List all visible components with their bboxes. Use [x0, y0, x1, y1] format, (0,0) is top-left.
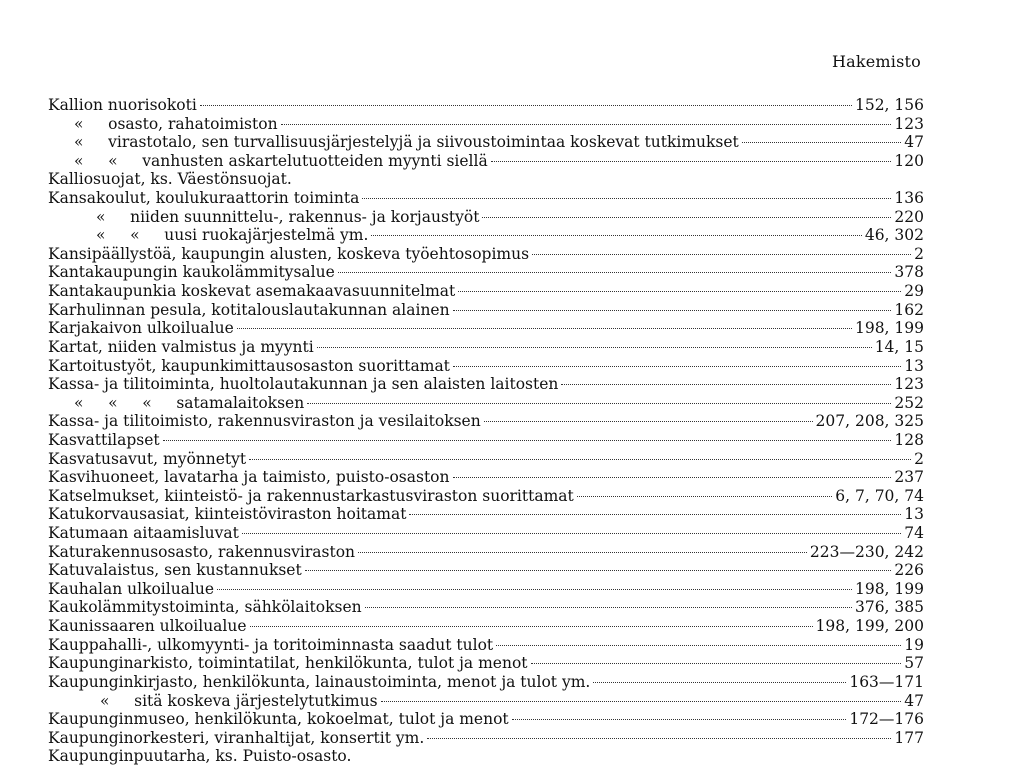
dot-leader [358, 552, 807, 553]
dot-leader [482, 217, 891, 218]
dot-leader [307, 403, 891, 404]
index-entry [48, 338, 924, 357]
index-entry [48, 524, 924, 543]
index-entry [48, 729, 924, 748]
dot-leader [365, 607, 852, 608]
dot-leader [593, 682, 846, 683]
index-entry-pages: 2 [914, 449, 924, 468]
dot-leader [317, 347, 872, 348]
index-entry [48, 487, 924, 506]
index-entry-text: Katuvalaistus, sen kustannukset [48, 561, 302, 580]
dot-leader [217, 589, 852, 590]
index-entry-text: Kasvihuoneet, lavatarha ja taimisto, puisto-osaston [48, 468, 450, 487]
dot-leader [409, 514, 901, 515]
index-entry [48, 468, 924, 487]
index-entry-text: Kassa- ja tilitoiminta, huoltolautakunnan ja sen alaisten laitosten [48, 375, 559, 394]
index-entry-pages: 29 [904, 282, 924, 301]
index-entry [48, 170, 924, 189]
index-entry [48, 319, 924, 338]
index-entry [48, 673, 924, 692]
index-entry-pages: 198, 199 [854, 319, 924, 338]
dot-leader [453, 310, 892, 311]
index-entry-text: « « « satamalaitoksen [74, 393, 305, 412]
dot-leader [512, 719, 847, 720]
index-entry [48, 505, 924, 524]
index-entry-pages: 13 [904, 505, 924, 524]
index-entry-text: Katurakennusosasto, rakennusviraston [48, 542, 356, 561]
index-entry [48, 96, 924, 115]
index-entry-text: « sitä koskeva järjestelytutkimus [100, 691, 378, 710]
dot-leader [531, 663, 902, 664]
dot-leader [742, 142, 901, 143]
index-entry-text: Kasvattilapset [48, 430, 160, 449]
index-entry-text: « niiden suunnittelu-, rakennus- ja korjaustyöt [96, 207, 480, 226]
index-entry-pages: 163—171 [849, 672, 924, 691]
index-entry [48, 580, 924, 599]
dot-leader [532, 254, 911, 255]
index-entry [48, 617, 924, 636]
index-entry [48, 636, 924, 655]
index-entry-pages: 123 [894, 375, 924, 394]
index-entry [48, 152, 924, 171]
index-entry-text: Kaukolämmitystoiminta, sähkölaitoksen [48, 598, 362, 617]
dot-leader [453, 477, 892, 478]
index-entry-pages: 13 [904, 356, 924, 375]
index-entry [48, 450, 924, 469]
index-entry [48, 692, 924, 711]
dot-leader [281, 124, 892, 125]
index-entry [48, 431, 924, 450]
index-entry [48, 357, 924, 376]
index-entry-pages: 198, 199, 200 [815, 617, 924, 636]
index-entry-text: Kaunissaaren ulkoilualue [48, 617, 247, 636]
index-entry-pages: 223—230, 242 [809, 542, 924, 561]
index-entry-pages: 172—176 [849, 710, 924, 729]
index-entry-text: Kaupunginmuseo, henkilökunta, kokoelmat, tulot ja menot [48, 710, 509, 729]
index-entry-text: « « vanhusten askartelutuotteiden myynti siellä [74, 151, 488, 170]
dot-leader [458, 291, 901, 292]
dot-leader [338, 272, 892, 273]
index-entry-pages: 226 [894, 561, 924, 580]
index-entry-pages: 57 [904, 654, 924, 673]
dot-leader [249, 459, 911, 460]
dot-leader [163, 440, 892, 441]
index-entry [48, 710, 924, 729]
index-entry-pages: 220 [894, 207, 924, 226]
index-entry-pages: 162 [894, 300, 924, 319]
dot-leader [362, 198, 891, 199]
index-entry-text: Kansipäällystöä, kaupungin alusten, koskeva työehtosopimus [48, 244, 530, 263]
index-entry-pages: 177 [894, 728, 924, 747]
index-list [48, 96, 924, 766]
index-entry-text: Kassa- ja tilitoimisto, rakennusviraston ja vesilaitoksen [48, 412, 481, 431]
index-entry-text: « osasto, rahatoimiston [74, 114, 278, 133]
index-entry-pages: 152, 156 [854, 96, 924, 114]
index-entry-pages: 252 [894, 393, 924, 412]
index-entry-pages: 46, 302 [864, 226, 924, 245]
index-entry-text: Kantakaupungin kaukolämmitysalue [48, 263, 335, 282]
index-entry-text: Kantakaupunkia koskevat asemakaavasuunnitelmat [48, 282, 456, 301]
index-entry [48, 561, 924, 580]
index-entry-pages: 378 [894, 263, 924, 282]
dot-leader [371, 235, 861, 236]
index-entry-text: « virastotalo, sen turvallisuusjärjestelyjä ja siivoustoimintaa koskevat tutkimukset [74, 133, 739, 152]
dot-leader [381, 701, 902, 702]
dot-leader [491, 161, 892, 162]
index-entry [48, 133, 924, 152]
index-entry-text: Kaupunginarkisto, toimintatilat, henkilökunta, tulot ja menot [48, 654, 528, 673]
index-entry [48, 115, 924, 134]
index-entry-text: Katselmukset, kiinteistö- ja rakennustarkastusviraston suorittamat [48, 486, 574, 505]
dot-leader [242, 533, 901, 534]
index-entry [48, 394, 924, 413]
index-entry-pages: 237 [894, 468, 924, 487]
index-entry [48, 263, 924, 282]
index-entry-pages: 207, 208, 325 [815, 412, 924, 431]
index-entry-pages: 120 [894, 151, 924, 170]
dot-leader [200, 105, 852, 106]
index-entry [48, 543, 924, 562]
index-entry-text: Kallion nuorisokoti [48, 96, 197, 114]
index-entry [48, 301, 924, 320]
index-entry-pages: 6, 7, 70, 74 [835, 486, 924, 505]
index-entry [48, 412, 924, 431]
index-entry [48, 598, 924, 617]
index-entry-pages: 14, 15 [874, 337, 924, 356]
index-entry [48, 189, 924, 208]
index-entry-text: Kaupunginpuutarha, ks. Puisto-osasto. [48, 747, 352, 766]
index-entry-text: Karhulinnan pesula, kotitalouslautakunnan alainen [48, 300, 450, 319]
index-entry-text: Kauhalan ulkoilualue [48, 579, 215, 598]
index-entry-pages: 128 [894, 430, 924, 449]
index-entry-text: Kartoitustyöt, kaupunkimittausosaston suorittamat [48, 356, 450, 375]
index-entry-pages: 47 [904, 133, 924, 152]
dot-leader [484, 421, 813, 422]
index-entry [48, 208, 924, 227]
dot-leader [250, 626, 813, 627]
index-entry-text: Kaupunginkirjasto, henkilökunta, lainaustoiminta, menot ja tulot ym. [48, 672, 591, 691]
index-entry-pages: 19 [904, 635, 924, 654]
index-entry-pages: 198, 199 [854, 579, 924, 598]
index-entry-text: Kaupunginorkesteri, viranhaltijat, konsertit ym. [48, 728, 425, 747]
index-entry-text: « « uusi ruokajärjestelmä ym. [96, 226, 369, 245]
index-entry [48, 375, 924, 394]
index-entry [48, 747, 924, 766]
dot-leader [237, 328, 852, 329]
index-entry-text: Katukorvausasiat, kiinteistöviraston hoitamat [48, 505, 407, 524]
index-entry-pages: 47 [904, 691, 924, 710]
dot-leader [561, 384, 891, 385]
index-entry-text: Kartat, niiden valmistus ja myynti [48, 337, 314, 356]
index-entry-text: Kansakoulut, koulukuraattorin toiminta [48, 189, 360, 208]
index-entry-text: Kauppahalli-, ulkomyynti- ja toritoiminnasta saadut tulot [48, 635, 494, 654]
index-entry-pages: 123 [894, 114, 924, 133]
index-entry [48, 654, 924, 673]
index-entry-text: Katumaan aitaamisluvat [48, 524, 239, 543]
index-entry-pages: 136 [894, 189, 924, 208]
page-header-title: Hakemisto [831, 52, 921, 71]
index-entry-text: Kasvatusavut, myönnetyt [48, 449, 247, 468]
index-entry-pages: 74 [904, 524, 924, 543]
index-entry [48, 282, 924, 301]
dot-leader [577, 496, 833, 497]
dot-leader [427, 738, 891, 739]
dot-leader [453, 366, 901, 367]
dot-leader [496, 645, 901, 646]
index-entry [48, 245, 924, 264]
index-entry-text: Kalliosuojat, ks. Väestönsuojat. [48, 170, 292, 189]
index-entry-text: Karjakaivon ulkoilualue [48, 319, 234, 338]
index-entry-pages: 2 [914, 244, 924, 263]
index-entry-pages: 376, 385 [854, 598, 924, 617]
dot-leader [305, 570, 892, 571]
index-entry [48, 226, 924, 245]
